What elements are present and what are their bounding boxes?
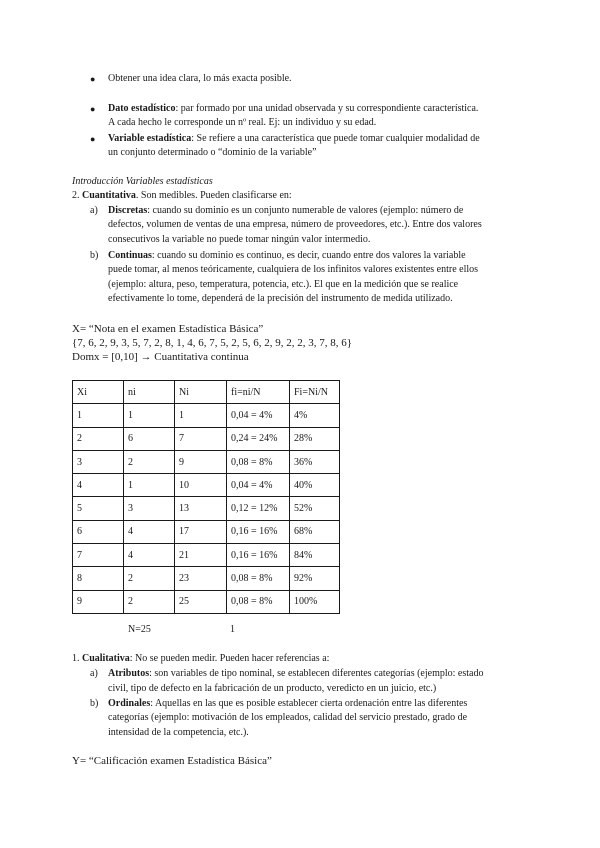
continuas-line: puede tomar, al menos teóricamente, cualquiera de los infinitos valores existentes entre ellos xyxy=(108,264,479,275)
list-marker: a) xyxy=(90,668,98,679)
table-cell: 23 xyxy=(175,567,227,590)
table-cell: 0,24 = 24% xyxy=(227,427,290,450)
discretas-line: consecutivos la variable no puede tomar ningún valor intermedio. xyxy=(108,234,371,245)
discretas-line: defectos, volumen de ventas de una empresa, número de proveedores, etc.). Entre dos valores xyxy=(108,219,482,230)
table-cell: 1 xyxy=(124,404,175,427)
table-cell: 36% xyxy=(290,450,340,473)
table-cell: 0,04 = 4% xyxy=(227,474,290,497)
table-header-cell: ni xyxy=(124,381,175,404)
table-row xyxy=(73,497,340,520)
table-row xyxy=(73,544,340,567)
table-cell: 6 xyxy=(124,427,175,450)
table-header-row xyxy=(73,381,340,404)
table-cell: 2 xyxy=(73,427,124,450)
section-heading: Introducción Variables estadísticas xyxy=(72,176,213,187)
list-marker: a) xyxy=(90,205,98,216)
table-header-cell: Xi xyxy=(73,381,124,404)
atributos-line: civil, tipo de defecto en la fabricación de un producto, veredicto en un juicio, etc.) xyxy=(108,683,437,694)
y-definition: Y= “Calificación examen Estadística Básica” xyxy=(72,755,272,767)
table-cell: 0,04 = 4% xyxy=(227,404,290,427)
total-n: N=25 xyxy=(128,624,151,635)
domain-definition: Domx = [0,10] → Cuantitativa continua xyxy=(72,351,249,363)
bullet-variable-estadistica xyxy=(108,132,480,146)
term-continuas: Continuas xyxy=(108,250,152,261)
bullet-line: : par formado por una unidad observada y su correspondiente característica. xyxy=(175,103,479,114)
table-row xyxy=(73,520,340,543)
term-ordinales: Ordinales xyxy=(108,698,151,709)
table-cell: 2 xyxy=(124,450,175,473)
term-cualitativa: Cualitativa xyxy=(82,653,130,664)
table-cell: 7 xyxy=(73,544,124,567)
table-cell: 3 xyxy=(124,497,175,520)
table-cell: 2 xyxy=(124,567,175,590)
table-cell: 0,08 = 8% xyxy=(227,450,290,473)
x-definition: X= “Nota en el examen Estadística Básica” xyxy=(72,323,264,335)
bullet-line: A cada hecho le corresponde un nº real. Ej: un individuo y su edad. xyxy=(108,117,377,128)
table-row xyxy=(73,567,340,590)
continuas-line: efectivamente lo tome, dependerá de la precisión del instrumento de medida utilizado. xyxy=(108,293,453,304)
table-cell: 25 xyxy=(175,590,227,613)
table-cell: 0,12 = 12% xyxy=(227,497,290,520)
bullet-text-1: Obtener una idea clara, lo más exacta posible. xyxy=(108,73,292,84)
bullet-line: : Se refiere a una característica que puede tomar cualquier modalidad de xyxy=(191,133,480,144)
table-row xyxy=(73,404,340,427)
table-cell: 84% xyxy=(290,544,340,567)
list-marker: b) xyxy=(90,698,99,709)
term-atributos: Atributos xyxy=(108,668,150,679)
table-cell: 28% xyxy=(290,427,340,450)
table-cell: 0,16 = 16% xyxy=(227,544,290,567)
table-cell: 5 xyxy=(73,497,124,520)
table-cell: 10 xyxy=(175,474,227,497)
term-dato-estadistico: Dato estadístico xyxy=(108,103,176,114)
table-cell: 17 xyxy=(175,520,227,543)
table-header-cell: fi=ni/N xyxy=(227,381,290,404)
list-marker: b) xyxy=(90,250,99,261)
atributos-line: Atributos: son variables de tipo nominal, se establecen diferentes categorías (ejemplo: estado xyxy=(108,668,484,679)
table-cell: 92% xyxy=(290,567,340,590)
cuantitativa-heading: 2. Cuantitativa. Son medibles. Pueden clasificarse en: xyxy=(72,190,292,201)
continuas-line: (ejemplo: altura, peso, temperatura, potencia, etc.). El que en la medición que se realice xyxy=(108,279,459,290)
table-header-cell: Ni xyxy=(175,381,227,404)
table-cell: 1 xyxy=(73,404,124,427)
cualitativa-heading: 1. Cualitativa: No se pueden medir. Pueden hacer referencias a: xyxy=(72,653,330,664)
table-row xyxy=(73,427,340,450)
table-cell: 1 xyxy=(124,474,175,497)
table-cell: 0,16 = 16% xyxy=(227,520,290,543)
table-cell: 68% xyxy=(290,520,340,543)
table-cell: 4 xyxy=(124,520,175,543)
ordinales-line: categorías (ejemplo: motivación de los empleados, calidad del servicio prestado, grado de xyxy=(108,712,468,723)
table-cell: 4 xyxy=(73,474,124,497)
table-cell: 1 xyxy=(175,404,227,427)
table-cell: 2 xyxy=(124,590,175,613)
term-discretas: Discretas xyxy=(108,205,148,216)
bullet-dot: ● xyxy=(90,104,96,114)
table-cell: 52% xyxy=(290,497,340,520)
table-header-cell: Fi=Ni/N xyxy=(290,381,340,404)
table-row xyxy=(73,590,340,613)
bullet-line: un conjunto determinado o “dominio de la variable” xyxy=(108,147,317,158)
ordinales-line: Ordinales: Aquellas en las que es posible establecer cierta ordenación entre las diferentes xyxy=(108,698,468,709)
term-variable-estadistica: Variable estadística xyxy=(108,133,192,144)
table-cell: 100% xyxy=(290,590,340,613)
table-cell: 7 xyxy=(175,427,227,450)
bullet-dot: ● xyxy=(90,74,96,84)
table-cell: 0,08 = 8% xyxy=(227,567,290,590)
table-row xyxy=(73,450,340,473)
table-cell: 40% xyxy=(290,474,340,497)
table-cell: 9 xyxy=(73,590,124,613)
table-cell: 4% xyxy=(290,404,340,427)
table-cell: 6 xyxy=(73,520,124,543)
continuas-line: Continuas: cuando su dominio es continuo, es decir, cuando entre dos valores la variable xyxy=(108,250,466,261)
sample-values: {7, 6, 2, 9, 3, 5, 7, 2, 8, 1, 4, 6, 7, 5, 2, 5, 6, 2, 9, 2, 2, 3, 7, 8, 6} xyxy=(72,337,353,349)
total-f: 1 xyxy=(230,624,235,635)
table-cell: 21 xyxy=(175,544,227,567)
discretas-line: Discretas: cuando su dominio es un conjunto numerable de valores (ejemplo: número de xyxy=(108,205,464,216)
table-cell: 13 xyxy=(175,497,227,520)
bullet-dato-estadistico xyxy=(108,102,478,116)
table-cell: 3 xyxy=(73,450,124,473)
table-cell: 9 xyxy=(175,450,227,473)
term-cuantitativa: Cuantitativa xyxy=(82,190,136,201)
table-cell: 8 xyxy=(73,567,124,590)
table-cell: 0,08 = 8% xyxy=(227,590,290,613)
bullet-dot: ● xyxy=(90,134,96,144)
frequency-table xyxy=(72,380,340,614)
ordinales-line: intensidad de la competencia, etc.). xyxy=(108,727,249,738)
table-row xyxy=(73,474,340,497)
table-cell: 4 xyxy=(124,544,175,567)
